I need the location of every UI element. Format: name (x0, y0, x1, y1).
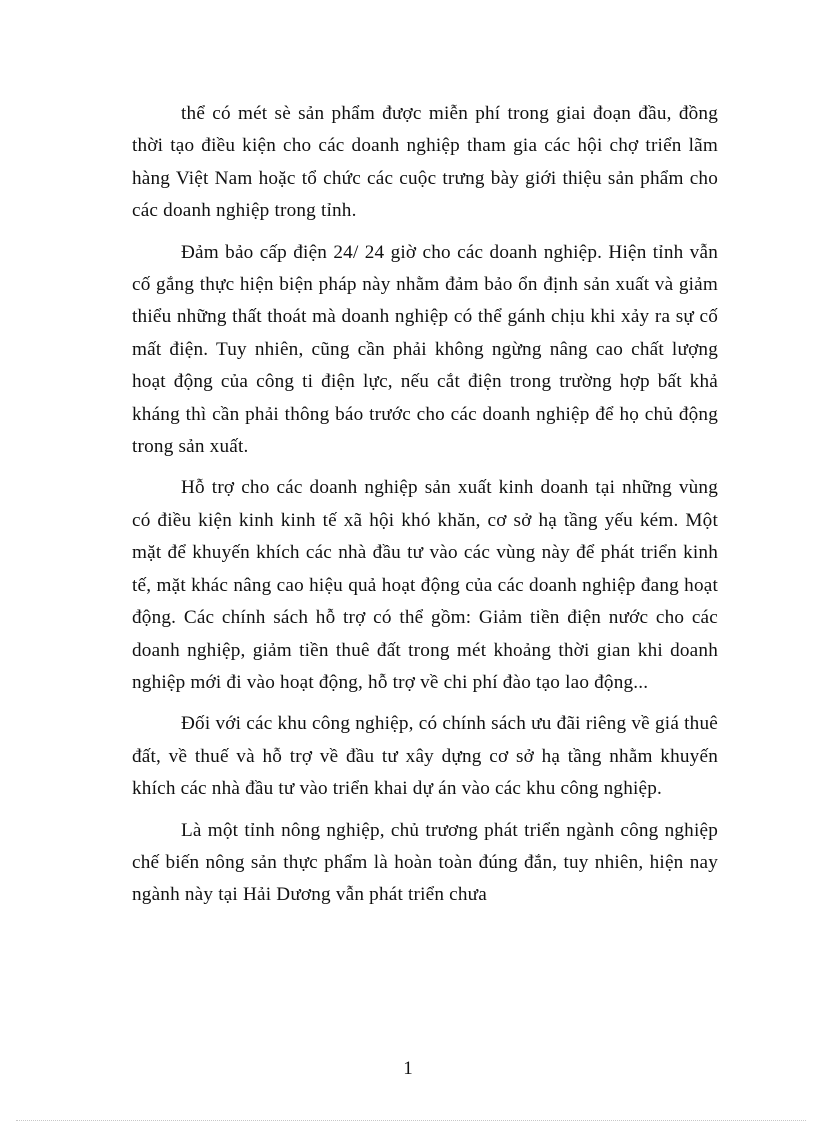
paragraph-industrial-zones: Đối với các khu công nghiệp, có chính sách ưu đãi riêng về giá thuê đất, về thuế và hỗ trợ về đầu tư xây dựng cơ sở hạ tầng nhằm khuyến khích các nhà đầu tư vào triển khai dự án vào các khu công nghiệp. (132, 713, 718, 800)
paragraph-electricity-supply: Đảm bảo cấp điện 24/ 24 giờ cho các doanh nghiệp. Hiện tỉnh vẫn cố gắng thực hiện biện pháp này nhằm đảm bảo ổn định sản xuất và giảm thiểu những thất thoát mà doanh nghiệp có thể gánh chịu khi xảy ra sự cố mất điện. Tuy nhiên, cũng cần phải không ngừng nâng cao chất lượng hoạt động của công ti điện lực, nếu cắt điện trong trường hợp bất khả kháng thì cần phải thông báo trước cho các doanh nghiệp để họ chủ động trong sản xuất. (132, 241, 718, 458)
paragraph-free-products-trade-fairs: thể có mét sè sản phẩm được miễn phí trong giai đoạn đầu, đồng thời tạo điều kiện cho các doanh nghiệp tham gia các hội chợ triển lãm hàng Việt Nam hoặc tổ chức các cuộc trưng bày giới thiệu sản phẩm cho các doanh nghiệp trong tỉnh. (132, 103, 718, 222)
page-bottom-divider (16, 1120, 806, 1121)
page-number: 1 (403, 1058, 413, 1079)
paragraph-agricultural-processing: Là một tỉnh nông nghiệp, chủ trương phát triển ngành công nghiệp chế biến nông sản thực phẩm là hoàn toàn đúng đắn, tuy nhiên, hiện nay ngành này tại Hải Dương vẫn phát triển chưa (132, 819, 718, 906)
paragraph-support-disadvantaged-regions: Hỗ trợ cho các doanh nghiệp sản xuất kinh doanh tại những vùng có điều kiện kinh kinh tế xã hội khó khăn, cơ sở hạ tầng yếu kém. Một mặt để khuyến khích các nhà đầu tư vào các vùng này để phát triển kinh tế, mặt khác nâng cao hiệu quả hoạt động của các doanh nghiệp đang hoạt động. Các chính sách hỗ trợ có thể gồm: Giảm tiền điện nước cho các doanh nghiệp, giảm tiền thuê đất trong mét khoảng thời gian khi doanh nghiệp mới đi vào hoạt động, hỗ trợ về chi phí đào tạo lao động... (132, 477, 718, 693)
document-body (132, 98, 718, 921)
